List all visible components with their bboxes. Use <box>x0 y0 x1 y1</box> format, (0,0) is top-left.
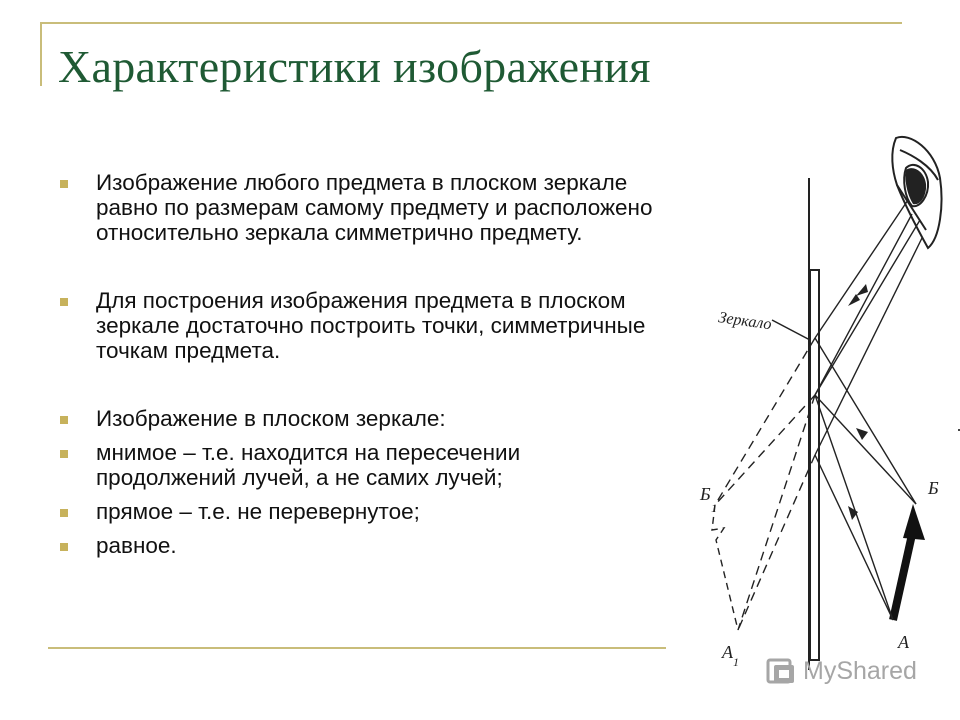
bullet-item <box>58 406 658 431</box>
bullet-square-icon <box>60 180 68 188</box>
label-a1: А <box>722 642 733 662</box>
mirror-ray-diagram <box>690 130 960 670</box>
bullet-item <box>58 499 658 524</box>
myshared-logo-icon <box>765 655 797 687</box>
virtual-image-outline <box>712 505 738 630</box>
frame-top-line <box>40 22 902 24</box>
mirror-panel <box>810 270 819 660</box>
bullet-text: Изображение любого предмета в плоском зеркале равно по размерам самому предмету и расположено относительно зеркала симметрично предмету. <box>96 170 653 245</box>
mirror-label-leader <box>772 320 810 340</box>
rays-from-a <box>815 395 893 620</box>
bullet-text: Изображение в плоском зеркале: <box>96 406 446 431</box>
watermark <box>765 655 917 687</box>
ray-arrowheads <box>848 284 868 520</box>
bullet-item <box>58 533 658 558</box>
object-arrow-shaft <box>893 530 913 620</box>
bullet-item <box>58 288 658 363</box>
bullet-square-icon <box>60 543 68 551</box>
frame-left-line <box>40 22 42 86</box>
virtual-ray-extensions <box>715 338 815 630</box>
bullet-square-icon <box>60 298 68 306</box>
rays-from-b <box>815 338 916 504</box>
watermark-text: MyShared <box>803 656 917 685</box>
slide-title: Характеристики изображения <box>58 41 651 92</box>
bullet-text: прямое – т.е. не перевернутое; <box>96 499 420 524</box>
bullet-list <box>58 170 658 558</box>
bullet-item <box>58 440 658 490</box>
bottom-rule <box>48 647 666 649</box>
bullet-square-icon <box>60 450 68 458</box>
label-a: А <box>898 632 909 652</box>
reflected-rays <box>815 200 922 455</box>
bullet-text: Для построения изображения предмета в плоском зеркале достаточно построить точки, симметричные точкам предмета. <box>96 288 646 363</box>
object-arrow-head <box>903 504 925 540</box>
bullet-square-icon <box>60 416 68 424</box>
label-b: Б <box>928 478 939 498</box>
bullet-square-icon <box>60 509 68 517</box>
bullet-item <box>58 170 658 245</box>
label-b1: Б <box>700 484 711 504</box>
label-b1-subscript: 1 <box>711 501 717 515</box>
bullet-text: равное. <box>96 533 177 558</box>
bullet-text: мнимое – т.е. находится на пересечении продолжений лучей, а не самих лучей; <box>96 440 521 490</box>
mirror-label: Зеркало <box>717 309 773 334</box>
label-a1-subscript: 1 <box>733 655 739 669</box>
